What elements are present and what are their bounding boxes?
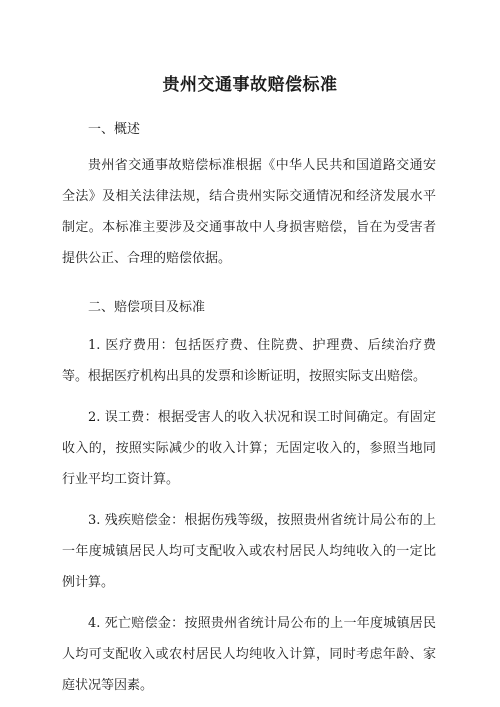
item-lost-wages: 2. 误工费：根据受害人的收入状况和误工时间确定。有固定收入的，按照实际减少的收入计算；无固定收入的，参照当地同行业平均工资计算。 [62,410,436,487]
section-heading-overview: 一、概述 [88,122,141,137]
item-disability-compensation: 3. 残疾赔偿金：根据伤残等级，按照贵州省统计局公布的上一年度城镇居民人均可支配收入或农村居民人均纯收入的一定比例计算。 [62,513,436,590]
item-medical-expenses: 1. 医疗费用：包括医疗费、住院费、护理费、后续治疗费等。根据医疗机构出具的发票和诊断证明，按照实际支出赔偿。 [62,338,436,384]
document-title: 贵州交通事故赔偿标准 [162,75,338,95]
section-heading-items: 二、赔偿项目及标准 [88,300,206,315]
item-death-compensation: 4. 死亡赔偿金：按照贵州省统计局公布的上一年度城镇居民人均可支配收入或农村居民人均纯收入计算，同时考虑年龄、家庭状况等因素。 [62,616,436,693]
overview-paragraph: 贵州省交通事故赔偿标准根据《中华人民共和国道路交通安全法》及相关法律法规，结合贵州实际交通情况和经济发展水平制定。本标准主要涉及交通事故中人身损害赔偿，旨在为受害者提供公正、合理的赔偿依据。 [62,158,436,266]
document-body [62,118,436,701]
